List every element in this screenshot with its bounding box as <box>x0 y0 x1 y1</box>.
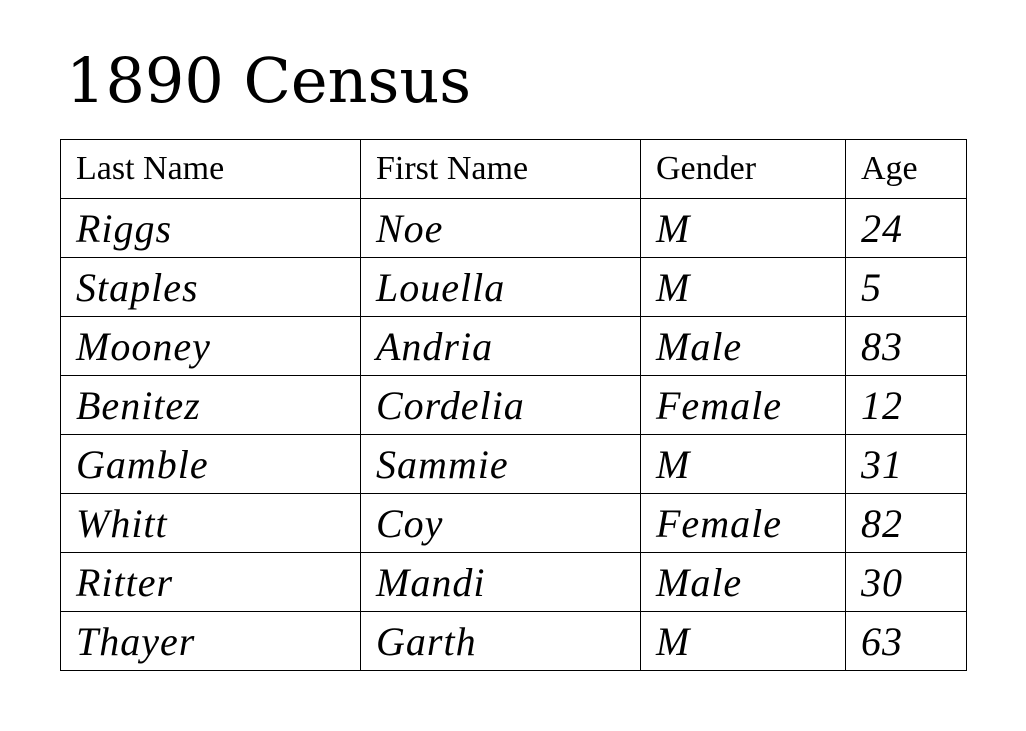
cell-age: 82 <box>846 494 967 553</box>
table-row <box>61 199 967 258</box>
cell-last-name: Ritter <box>61 553 361 612</box>
cell-gender: Female <box>641 376 846 435</box>
cell-age: 24 <box>846 199 967 258</box>
header-gender: Gender <box>641 140 846 199</box>
cell-gender: Male <box>641 317 846 376</box>
cell-last-name: Staples <box>61 258 361 317</box>
table-row <box>61 317 967 376</box>
table-row <box>61 612 967 671</box>
cell-last-name: Mooney <box>61 317 361 376</box>
header-row <box>61 140 967 199</box>
header-age: Age <box>846 140 967 199</box>
cell-age: 12 <box>846 376 967 435</box>
cell-last-name: Whitt <box>61 494 361 553</box>
header-first-name: First Name <box>361 140 641 199</box>
cell-first-name: Sammie <box>361 435 641 494</box>
cell-age: 5 <box>846 258 967 317</box>
cell-gender: Male <box>641 553 846 612</box>
cell-gender: M <box>641 435 846 494</box>
table-row <box>61 258 967 317</box>
cell-last-name: Riggs <box>61 199 361 258</box>
census-table <box>60 139 967 671</box>
cell-gender: M <box>641 612 846 671</box>
table-row <box>61 435 967 494</box>
cell-first-name: Mandi <box>361 553 641 612</box>
cell-last-name: Benitez <box>61 376 361 435</box>
header-last-name: Last Name <box>61 140 361 199</box>
table-row <box>61 494 967 553</box>
cell-first-name: Louella <box>361 258 641 317</box>
cell-age: 83 <box>846 317 967 376</box>
page-title: 1890 Census <box>66 44 472 117</box>
cell-gender: M <box>641 258 846 317</box>
cell-first-name: Cordelia <box>361 376 641 435</box>
cell-gender: Female <box>641 494 846 553</box>
table-row <box>61 376 967 435</box>
cell-first-name: Coy <box>361 494 641 553</box>
cell-age: 63 <box>846 612 967 671</box>
cell-gender: M <box>641 199 846 258</box>
cell-last-name: Thayer <box>61 612 361 671</box>
cell-age: 31 <box>846 435 967 494</box>
cell-first-name: Noe <box>361 199 641 258</box>
cell-first-name: Andria <box>361 317 641 376</box>
cell-age: 30 <box>846 553 967 612</box>
cell-last-name: Gamble <box>61 435 361 494</box>
table-row <box>61 553 967 612</box>
cell-first-name: Garth <box>361 612 641 671</box>
